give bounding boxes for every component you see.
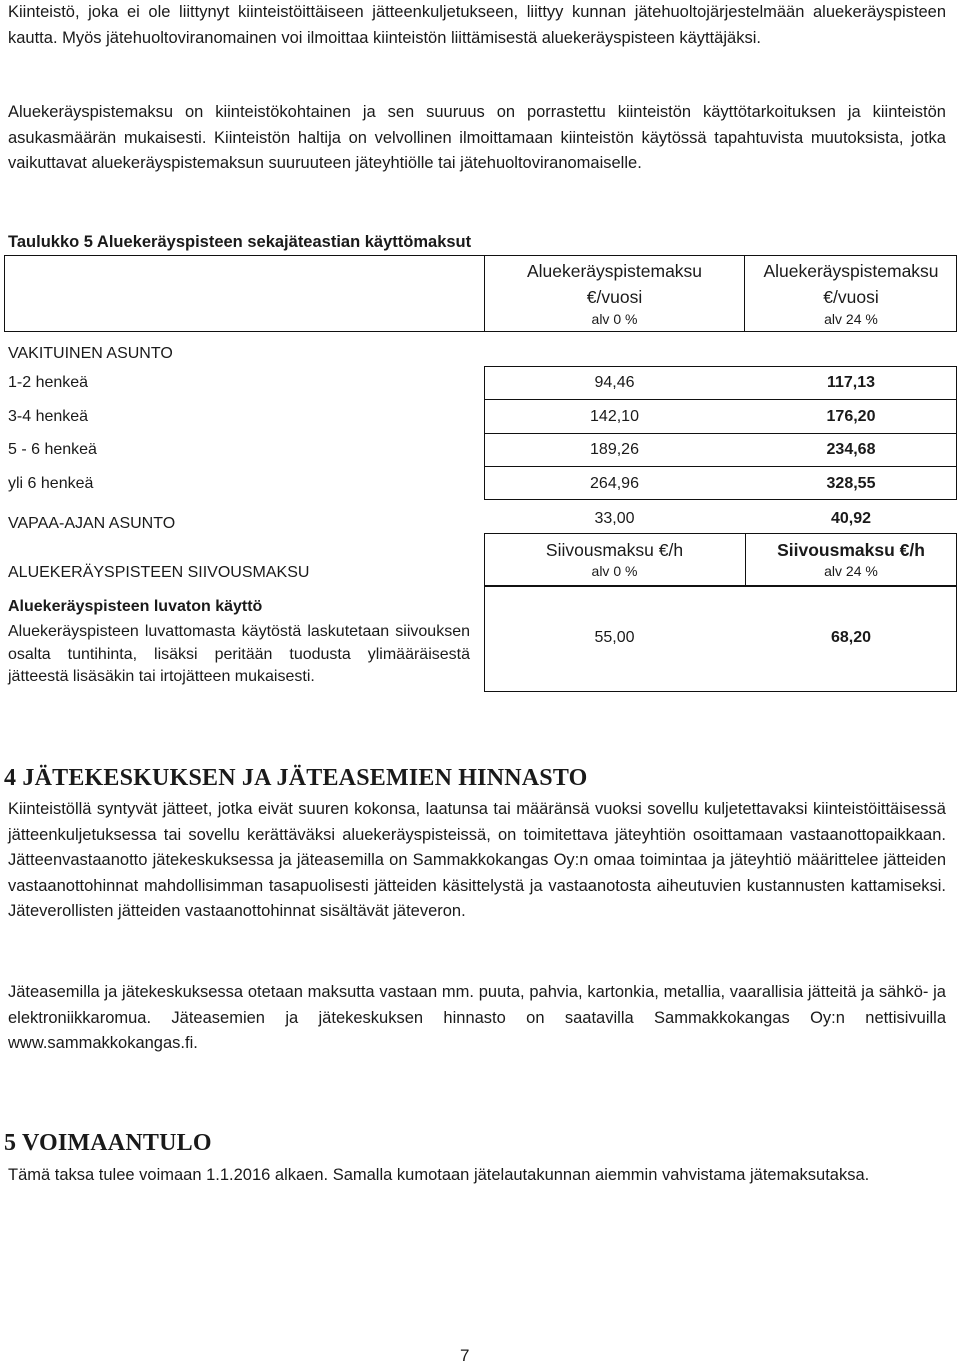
row-value-alv24: 328,55 (826, 475, 876, 492)
row-value-alv0: 142,10 (590, 408, 639, 425)
siivous-col-header-alv0: Siivousmaksu €/h alv 0 % (545, 540, 684, 579)
row-label: 1-2 henkeä (8, 374, 89, 391)
page-number: 7 (460, 1346, 470, 1365)
row-value-alv0: 264,96 (590, 475, 639, 492)
section-5-paragraph: Tämä taksa tulee voimaan 1.1.2016 alkaen. Samalla kumotaan jätelautakunnan aiemmin vahvistama jätemaksutaksa. (8, 1166, 870, 1184)
row-label: yli 6 henkeä (8, 475, 94, 492)
intro-paragraph-2: Aluekeräyspistemaksu on kiinteistökohtainen ja sen suuruus on porrastettu kiinteistön käyttötarkoituksen ja kiinteistön asukasmäärän mukaisesti. Kiinteistön haltija on velvollinen ilmoittamaan kiinteistön käytössä tapahtuvista muutoksista, jotka vaikuttavat aluekeräyspistemaksun suuruuteen jäteyhtiölle tai jätehuoltoviranomaiselle. (8, 103, 946, 172)
vapaa-ajan-label: VAPAA-AJAN ASUNTO (8, 515, 176, 532)
luvaton-alv0: 55,00 (594, 629, 635, 646)
section-5-heading: 5 VOIMAANTULO (4, 1130, 212, 1156)
luvaton-alv24: 68,20 (830, 629, 872, 646)
luvaton-description: Aluekeräyspisteen luvattomasta käytöstä laskutetaan siivouksen osalta tuntihinta, lisäksi peritään tuodusta ylimääräisestä jätteestä lisäsäkin tai irtojätteen mukaisesti. (8, 623, 470, 685)
table-caption: Taulukko 5 Aluekeräyspisteen sekajäteastian käyttömaksut (8, 233, 472, 251)
vapaa-ajan-alv0: 33,00 (594, 510, 635, 527)
intro-paragraph-1: Kiinteistö, joka ei ole liittynyt kiinteistöittäiseen jätteenkuljetukseen, liittyy kunnan jätehuoltojärjestelmään aluekeräyspisteen kautta. Myös jätehuoltoviranomainen voi ilmoittaa kiinteistön liittämisestä aluekeräyspisteen käyttäjäksi. (8, 3, 946, 47)
section-4-paragraph-1: Kiinteistöllä syntyvät jätteet, jotka eivät suuren kokonsa, laatunsa tai määränsä vuoksi sovellu kuljetettavaksi kiinteistöittäisessä jätteenkuljetuksessa tai sovellu kerättäväksi aluekeräyspisteissä, on toimitettava jäteyhtiön osoittamaan vastaanottopaikkaan. Jätteenvastaanotto jätekeskuksessa ja jäteasemilla on Sammakkokangas Oy:n omaa toimintaa ja jäteyhtiö määrittelee jätteiden vastaanottohinnat mahdollisimman tasapuolisesti jätteiden käsittelystä ja vastaanotosta aiheutuvien kustannusten kattamiseksi. Jäteverollisten jätteiden vastaanottohinnat sisältävät jäteveron. (8, 800, 946, 920)
row-value-alv24: 117,13 (826, 374, 876, 391)
section-4-heading: 4 JÄTEKESKUKSEN JA JÄTEASEMIEN HINNASTO (4, 765, 588, 791)
siivous-col-header-alv24: Siivousmaksu €/h alv 24 % (777, 540, 925, 579)
siivous-label: ALUEKERÄYSPISTEEN SIIVOUSMAKSU (8, 564, 310, 581)
row-value-alv0: 189,26 (590, 441, 639, 458)
vapaa-ajan-alv24: 40,92 (830, 510, 872, 527)
col-header-alv24: Aluekeräyspistemaksu €/vuosi alv 24 % (763, 261, 939, 327)
section-4-paragraph-2: Jäteasemilla ja jätekeskuksessa otetaan maksutta vastaan mm. puuta, pahvia, kartonkia, metallia, vaarallisia jätteitä ja sähkö- ja elektroniikkaromua. Jäteasemien ja jätekeskuksen hinnasto on saatavilla Sammakkokangas Oy:n nettisivuilla www.sammakkokangas.fi. (8, 983, 946, 1052)
section-vakituinen-asunto: VAKITUINEN ASUNTO (8, 345, 173, 362)
row-value-alv0: 94,46 (594, 374, 635, 391)
luvaton-title: Aluekeräyspisteen luvaton käyttö (8, 598, 263, 615)
row-label: 3-4 henkeä (8, 408, 89, 425)
row-value-alv24: 234,68 (826, 441, 876, 458)
row-value-alv24: 176,20 (826, 408, 876, 425)
row-label: 5 - 6 henkeä (8, 441, 97, 458)
col-header-alv0: Aluekeräyspistemaksu €/vuosi alv 0 % (526, 261, 703, 327)
